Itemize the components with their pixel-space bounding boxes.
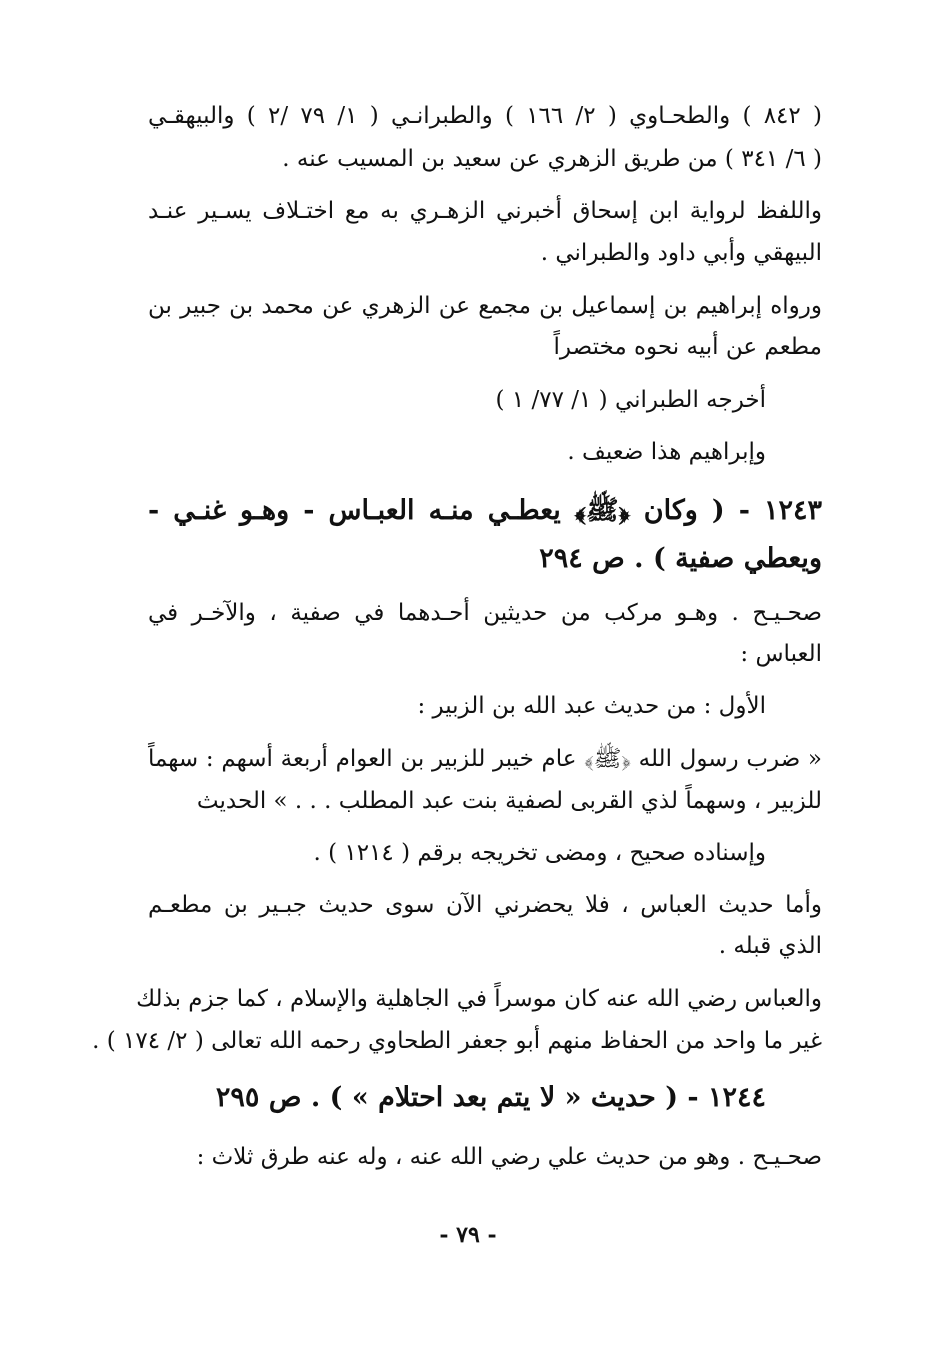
text-line: صحـيـح . وهـو مركب من حديثين أحـدهما في صفية ، والآخـر في: [148, 600, 822, 626]
text-line: واللفظ لرواية ابن إسحاق أخبرني الزهـري به مع اختـلاف يسـير عنـد: [148, 198, 822, 224]
text-line: صحـيـح . وهو من حديث علي رضي الله عنه ، وله عنه طرق ثلاث :: [196, 1144, 822, 1170]
hadith-heading-1243: ١٢٤٣ - ( وكان ﴿ﷺ﴾ يعطـي منـه العبـاس - وهـو غنـي -: [148, 495, 822, 526]
hadith-heading-1243-cont: ويعطي صفية ) . ص ٢٩٤: [539, 543, 822, 574]
page-number: - ٧٩ -: [439, 1222, 497, 1248]
text-line: وإبراهيم هذا ضعيف .: [567, 439, 766, 465]
text-line: وأما حديث العباس ، فلا يحضرني الآن سوى حديث جبـير بن مطعـم: [148, 892, 822, 918]
text-line: الأول : من حديث عبد الله بن الزبير :: [417, 693, 766, 719]
text-line: مطعم عن أبيه نحوه مختصراً: [553, 334, 822, 360]
text-line: العباس :: [740, 641, 822, 667]
hadith-heading-1244: ١٢٤٤ - ( حديث « لا يتم بعد احتلام » ) . ص ٢٩٥: [215, 1082, 766, 1113]
quote-line: « ضرب رسول الله ﴿ﷺ﴾ عام خيبر للزبير بن العوام أربعة أسهم : سهماً: [148, 746, 822, 772]
text-line: الذي قبله .: [718, 933, 822, 959]
text-line: وإسناده صحيح ، ومضى تخريجه برقم ( ١٢١٤ ) .: [313, 840, 766, 866]
text-line: والعباس رضي الله عنه كان موسراً في الجاهلية والإسلام ، كما جزم بذلك: [136, 986, 822, 1012]
text-line: ( ٨٤٢ ) والطحـاوي ( ٢/ ١٦٦ ) والطبرانـي ( ١/ ٧٩ /٢ ) والبيهقـي: [148, 103, 822, 129]
text-line: البيهقي وأبي داود والطبراني .: [540, 240, 822, 266]
text-line: غير ما واحد من الحفاظ منهم أبو جعفر الطحاوي رحمه الله تعالى ( ٢/ ١٧٤ ) .: [92, 1028, 822, 1054]
text-line: ورواه إبراهيم بن إسماعيل بن مجمع عن الزهري عن محمد بن جبير بن: [148, 293, 822, 319]
text-line: أخرجه الطبراني ( ١/ ٧٧/ ١ ): [495, 387, 766, 413]
text-line: ( ٦/ ٣٤١ ) من طريق الزهري عن سعيد بن المسيب عنه .: [282, 146, 822, 172]
quote-line: للزبير ، وسهماً لذي القربى لصفية بنت عبد المطلب . . . » الحديث: [196, 788, 822, 814]
